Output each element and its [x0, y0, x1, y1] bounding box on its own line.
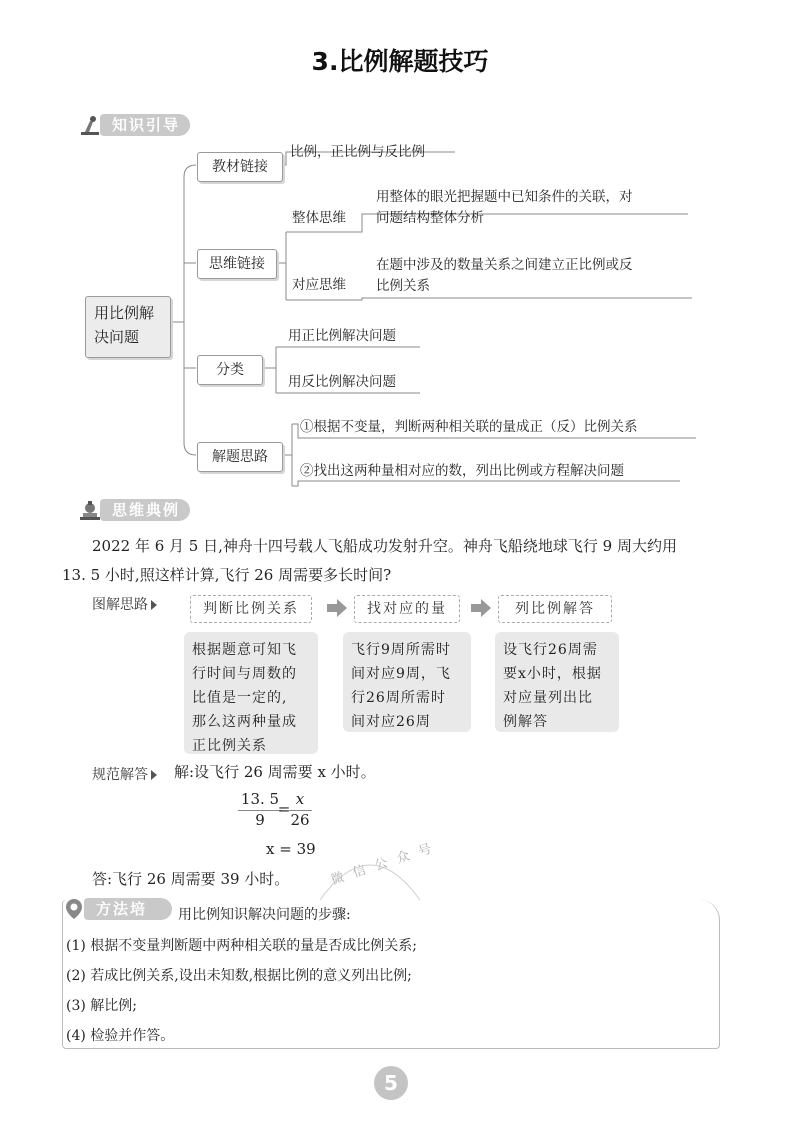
- leaf-classify-direct: 用正比例解决问题: [288, 328, 396, 344]
- triangle-right-icon: [151, 600, 157, 610]
- node-textbook-link: 教材链接: [197, 152, 283, 182]
- leaf-overall: [376, 187, 633, 229]
- explain1-line: 正比例关系: [192, 738, 267, 754]
- explain2-line: 行26周所需时: [351, 690, 446, 706]
- step-box-3: 列比例解答: [498, 595, 612, 623]
- root-line-2: 决问题: [94, 328, 140, 346]
- fraction-right-denominator: 26: [290, 811, 310, 829]
- section-header-example: [78, 498, 218, 522]
- fraction-left-numerator: 13. 5: [238, 790, 282, 811]
- fraction-right-numerator: x: [288, 790, 312, 811]
- node-approach: 解题思路: [197, 442, 283, 472]
- problem-line-2: 13. 5 小时,照这样计算,飞行 26 周需要多长时间?: [62, 566, 392, 584]
- mindmap-root: [85, 296, 171, 358]
- method-step: (1) 根据不变量判断题中两种相关联的量是否成比例关系;: [66, 938, 417, 954]
- solution-label: [92, 764, 157, 784]
- leaf-approach-2: ②找出这两种量相对应的数，列出比例或方程解决问题: [300, 463, 624, 479]
- explain3-line: 要x小时，根据: [503, 666, 602, 682]
- problem-line-1: 2022 年 6 月 5 日,神舟十四号载人飞船成功发射升空。神舟飞船绕地球飞行 9 周大约用: [92, 537, 677, 555]
- arrow-right-icon: [327, 599, 347, 617]
- solution-label-text: 规范解答: [92, 767, 148, 783]
- method-intro: 用比例知识解决问题的步骤:: [178, 907, 351, 923]
- arrow-right-icon: [471, 599, 491, 617]
- page-title: 3.比例解题技巧: [311, 47, 489, 76]
- explain-box-1: [184, 632, 318, 754]
- triangle-right-icon: [151, 770, 157, 780]
- step-box-2: 找对应的量: [354, 595, 460, 623]
- page-number: 5: [374, 1066, 408, 1100]
- stamp-text: 微信公众号: [329, 838, 444, 889]
- leaf-corresp-line-2: 比例关系: [376, 278, 430, 294]
- method-step: (4) 检验并作答。: [66, 1028, 175, 1044]
- explain3-line: 对应量列出比: [503, 690, 593, 706]
- leaf-correspondence: [376, 255, 633, 297]
- root-line-1: 用比例解: [94, 304, 155, 322]
- result: x = 39: [266, 840, 316, 858]
- node-classify: 分类: [197, 355, 263, 385]
- leaf-classify-inverse: 用反比例解决问题: [288, 374, 396, 390]
- node-correspondence-thinking: 对应思维: [292, 277, 346, 293]
- section-header-knowledge: [78, 113, 218, 137]
- node-thinking-link: 思维链接: [197, 249, 277, 279]
- lab-icon: [78, 498, 102, 522]
- equals-sign: =: [277, 800, 291, 818]
- leaf-overall-line-2: 问题结构整体分析: [376, 210, 484, 226]
- explain1-line: 比值是一定的,: [192, 690, 288, 706]
- explain2-line: 飞行9周所需时: [351, 642, 451, 658]
- node-overall-thinking: 整体思维: [292, 210, 346, 226]
- explain1-line: 那么这两种量成: [192, 714, 297, 730]
- explain1-line: 行时间与周数的: [192, 666, 297, 682]
- fraction-right: [288, 790, 312, 829]
- solution-text: 解:设飞行 26 周需要 x 小时。: [174, 763, 376, 781]
- diagram-label: [92, 594, 157, 614]
- explain-box-3: [495, 632, 619, 732]
- method-step: (3) 解比例;: [66, 998, 137, 1014]
- step-box-1: 判断比例关系: [190, 595, 312, 623]
- section-title: 思维典例: [100, 499, 190, 521]
- explain-box-2: [343, 632, 471, 732]
- location-pin-icon: [62, 897, 86, 921]
- leaf-corresp-line-1: 在题中涉及的数量关系之间建立正比例或反: [376, 257, 633, 273]
- leaf-approach-1: ①根据不变量，判断两种相关联的量成正（反）比例关系: [300, 419, 638, 435]
- section-title: 知识引导: [100, 114, 190, 136]
- answer: 答:飞行 26 周需要 39 小时。: [92, 870, 290, 888]
- leaf-textbook: 比例，正比例与反比例: [290, 144, 425, 160]
- explain3-line: 设飞行26周需: [503, 642, 598, 658]
- explain1-line: 根据题意可知飞: [192, 642, 297, 658]
- explain2-line: 间对应26周: [351, 714, 431, 730]
- diagram-label-text: 图解思路: [92, 597, 148, 613]
- section-header-method: [62, 897, 172, 940]
- fraction-left-denominator: 9: [255, 811, 265, 829]
- method-step: (2) 若成比例关系,设出未知数,根据比例的意义列出比例;: [66, 968, 412, 984]
- explain2-line: 间对应9周，飞: [351, 666, 451, 682]
- section-title: 方法培优: [84, 898, 172, 920]
- leaf-overall-line-1: 用整体的眼光把握题中已知条件的关联，对: [376, 189, 633, 205]
- explain3-line: 例解答: [503, 714, 548, 730]
- microscope-icon: [78, 113, 102, 137]
